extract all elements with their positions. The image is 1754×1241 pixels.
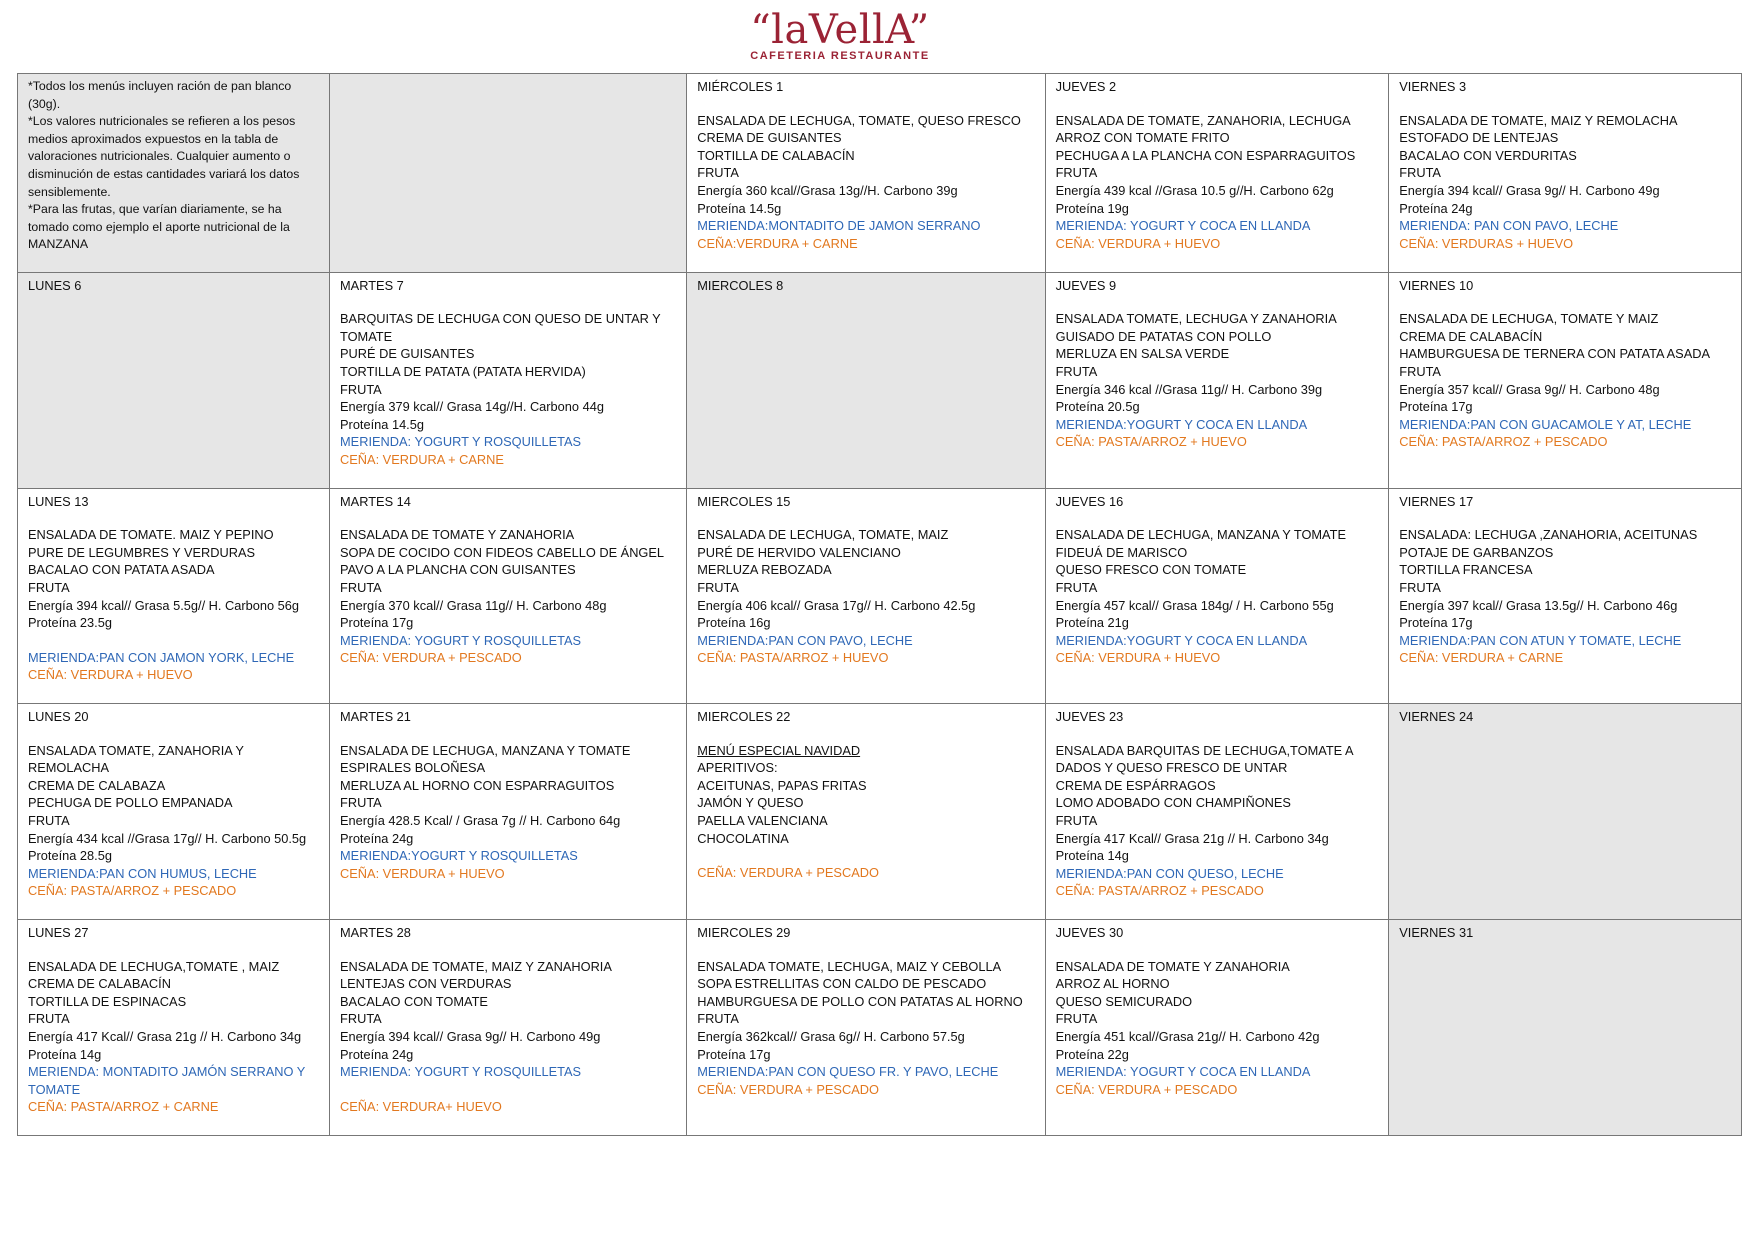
merienda-text: MERIENDA:MONTADITO DE JAMON SERRANO: [697, 218, 981, 234]
day-label: LUNES 20: [28, 708, 89, 724]
day-label: LUNES 6: [28, 277, 82, 293]
menu-item: PECHUGA DE POLLO EMPANADA: [28, 795, 233, 811]
menu-item: ENSALADA DE LECHUGA, MANZANA Y TOMATE: [340, 742, 631, 758]
menu-item: ENSALADA DE TOMATE. MAIZ Y PEPINO: [28, 527, 274, 543]
menu-item: Proteína 24g: [340, 830, 414, 846]
cena-text: CEÑA: PASTA/ARROZ + CARNE: [28, 1099, 219, 1115]
menu-item: PECHUGA A LA PLANCHA CON ESPARRAGUITOS: [1055, 147, 1356, 163]
week-row: [18, 272, 1742, 488]
menu-item: Energía 357 kcal// Grasa 9g// H. Carbono 48g: [1399, 381, 1660, 397]
menu-item: Energía 394 kcal// Grasa 9g// H. Carbono 49g: [340, 1028, 601, 1044]
menu-item: Proteína 23.5g: [28, 615, 112, 631]
day-cell: [330, 919, 687, 1135]
menu-item: PAELLA VALENCIANA: [697, 812, 828, 828]
note-text: *Todos los menús incluyen ración de pan blanco (30g).: [28, 79, 292, 111]
menu-item: Energía 397 kcal// Grasa 13.5g// H. Carbono 46g: [1399, 597, 1678, 613]
merienda-text: MERIENDA:PAN CON ATUN Y TOMATE, LECHE: [1399, 632, 1682, 648]
menu-item: Energía 451 kcal//Grasa 21g// H. Carbono 42g: [1055, 1028, 1320, 1044]
menu-item: Proteína 20.5g: [1055, 399, 1140, 415]
merienda-text: MERIENDA: YOGURT Y COCA EN LLANDA: [1055, 218, 1311, 234]
menu-item: PURE DE LEGUMBRES Y VERDURAS: [28, 544, 256, 560]
menu-item: Proteína 14.5g: [697, 200, 782, 216]
menu-item: FRUTA: [1055, 580, 1098, 595]
day-label: MARTES 14: [340, 493, 411, 509]
day-label: VIERNES 17: [1399, 493, 1474, 509]
menu-item: ENSALADA DE TOMATE Y ZANAHORIA: [1055, 958, 1290, 974]
cena-text: CEÑA: PASTA/ARROZ + HUEVO: [697, 650, 889, 666]
menu-item: ARROZ CON TOMATE FRITO: [1055, 130, 1230, 146]
menu-item: SOPA ESTRELLITAS CON CALDO DE PESCADO: [697, 976, 987, 992]
empty-cell: [330, 74, 687, 273]
cena-text: CEÑA: PASTA/ARROZ + PESCADO: [1399, 434, 1608, 450]
spacer: [697, 847, 1036, 864]
day-cell: [18, 272, 330, 488]
menu-item: ENSALADA TOMATE, ZANAHORIA Y REMOLACHA: [28, 742, 244, 776]
menu-item: Energía 417 Kcal// Grasa 21g // H. Carbono 34g: [1055, 830, 1329, 846]
menu-item: ENSALADA DE LECHUGA, TOMATE, QUESO FRESCO: [697, 112, 1021, 128]
menu-item: GUISADO DE PATATAS CON POLLO: [1055, 328, 1272, 344]
day-cell: [1389, 919, 1742, 1135]
menu-item: FRUTA: [1399, 364, 1441, 379]
menu-item: TORTILLA FRANCESA: [1399, 562, 1533, 578]
day-label: JUEVES 23: [1055, 708, 1124, 724]
merienda-text: MERIENDA: YOGURT Y COCA EN LLANDA: [1055, 1064, 1311, 1080]
menu-item: CREMA DE GUISANTES: [697, 130, 842, 146]
menu-item: Energía 457 kcal// Grasa 184g/ / H. Carbono 55g: [1055, 597, 1334, 613]
menu-item: HAMBURGUESA DE TERNERA CON PATATA ASADA: [1399, 346, 1711, 362]
cena-text: CEÑA: VERDURA+ HUEVO: [340, 1098, 502, 1114]
day-label: JUEVES 9: [1055, 277, 1117, 293]
menu-item: FRUTA: [697, 165, 739, 181]
cena-text: CEÑA: PASTA/ARROZ + PESCADO: [28, 883, 237, 899]
menu-item: Proteína 14g: [1055, 848, 1129, 864]
cena-text: CEÑA: VERDURA + PESCADO: [697, 1081, 879, 1097]
menu-item: Energía 370 kcal// Grasa 11g// H. Carbono 48g: [340, 597, 607, 613]
day-cell: [687, 488, 1045, 703]
special-menu-title: MENÚ ESPECIAL NAVIDAD: [697, 742, 861, 758]
day-cell: [1389, 488, 1742, 703]
menu-item: ENSALADA TOMATE, LECHUGA, MAIZ Y CEBOLLA: [697, 958, 1002, 974]
week-row: [18, 488, 1742, 703]
menu-item: Energía 394 kcal// Grasa 5.5g// H. Carbono 56g: [28, 597, 300, 613]
merienda-text: MERIENDA: YOGURT Y ROSQUILLETAS: [340, 1064, 582, 1080]
day-cell: [1045, 703, 1389, 919]
menu-item: LENTEJAS CON VERDURAS: [340, 976, 512, 992]
cena-text: CEÑA: PASTA/ARROZ + PESCADO: [1055, 883, 1264, 899]
menu-item: BARQUITAS DE LECHUGA CON QUESO DE UNTAR Y TOMATE: [340, 311, 661, 344]
menu-item: APERITIVOS:: [697, 760, 778, 776]
day-cell: [18, 488, 330, 703]
menu-item: BACALAO CON TOMATE: [340, 993, 488, 1009]
menu-item: Proteína 16g: [697, 615, 771, 631]
menu-item: QUESO SEMICURADO: [1055, 993, 1193, 1009]
menu-item: FRUTA: [1055, 364, 1098, 379]
menu-item: BACALAO CON VERDURITAS: [1399, 147, 1577, 163]
menu-item: Proteína 19g: [1055, 200, 1129, 216]
menu-item: ENSALADA DE LECHUGA,TOMATE , MAIZ: [28, 958, 280, 974]
menu-item: ESPIRALES BOLOÑESA: [340, 760, 486, 776]
menu-item: PURÉ DE GUISANTES: [340, 346, 475, 362]
menu-item: POTAJE DE GARBANZOS: [1399, 544, 1554, 560]
menu-item: Energía 379 kcal// Grasa 14g//H. Carbono 44g: [340, 399, 604, 415]
note-text: *Los valores nutricionales se refieren a los pesos medios aproximados expuestos en la tabla de valoraciones nutricionales. Cualquier aumento o disminución de estas cantidades variará los datos sensiblemente.: [28, 114, 300, 199]
menu-item: FRUTA: [1399, 580, 1441, 595]
merienda-text: MERIENDA: YOGURT Y ROSQUILLETAS: [340, 632, 582, 648]
menu-item: FRUTA: [1055, 165, 1098, 181]
cena-text: CEÑA: VERDURA + HUEVO: [1055, 235, 1221, 251]
menu-item: ARROZ AL HORNO: [1055, 976, 1170, 992]
menu-item: ENSALADA DE TOMATE, ZANAHORIA, LECHUGA: [1055, 112, 1351, 128]
menu-item: CHOCOLATINA: [697, 830, 789, 846]
menu-item: TORTILLA DE CALABACÍN: [697, 147, 855, 163]
cena-text: CEÑA: VERDURA + HUEVO: [340, 865, 505, 881]
menu-item: TORTILLA DE ESPINACAS: [28, 993, 187, 1009]
menu-item: Proteína 28.5g: [28, 848, 112, 864]
menu-item: Proteína 14.5g: [340, 416, 424, 432]
day-label: JUEVES 30: [1055, 924, 1124, 940]
menu-item: FRUTA: [1055, 1011, 1098, 1027]
menu-item: ENSALADA DE LECHUGA, MANZANA Y TOMATE: [1055, 527, 1346, 543]
menu-item: Energía 362kcal// Grasa 6g// H. Carbono 57.5g: [697, 1028, 965, 1044]
day-cell: [1045, 272, 1389, 488]
menu-item: Proteína 14g: [28, 1046, 102, 1062]
cena-text: CEÑA: VERDURAS + HUEVO: [1399, 235, 1574, 251]
menu-item: ENSALADA DE TOMATE, MAIZ Y ZANAHORIA: [340, 958, 612, 974]
menu-item: ESTOFADO DE LENTEJAS: [1399, 130, 1559, 146]
brand-name: “laVellA”: [750, 7, 930, 53]
day-label: VIERNES 31: [1399, 924, 1474, 940]
menu-item: CREMA DE CALABACÍN: [28, 976, 171, 992]
menu-item: MERLUZA REBOZADA: [697, 562, 832, 578]
cena-text: CEÑA: VERDURA + HUEVO: [28, 667, 193, 683]
menu-item: ENSALADA DE TOMATE, MAIZ Y REMOLACHA: [1399, 112, 1678, 128]
day-cell: [1389, 272, 1742, 488]
note-text: *Para las frutas, que varían diariamente, se ha tomado como ejemplo el aporte nutricional de la MANZANA: [28, 202, 290, 252]
menu-item: FRUTA: [28, 580, 70, 595]
menu-item: QUESO FRESCO CON TOMATE: [1055, 562, 1247, 578]
day-cell: [1045, 488, 1389, 703]
menu-item: MERLUZA AL HORNO CON ESPARRAGUITOS: [340, 777, 615, 793]
menu-item: ENSALADA BARQUITAS DE LECHUGA,TOMATE A DADOS Y QUESO FRESCO DE UNTAR: [1055, 742, 1353, 776]
menu-item: FRUTA: [1399, 165, 1441, 181]
menu-item: Energía 417 Kcal// Grasa 21g // H. Carbono 34g: [28, 1028, 302, 1044]
day-cell: [330, 488, 687, 703]
merienda-text: MERIENDA:PAN CON HUMUS, LECHE: [28, 865, 257, 881]
day-cell: [330, 272, 687, 488]
menu-item: Proteína 24g: [1399, 200, 1473, 216]
brand-logo: [690, 8, 990, 70]
menu-item: BACALAO CON PATATA ASADA: [28, 562, 215, 578]
cena-text: CEÑA: VERDURA + CARNE: [1399, 650, 1564, 666]
menu-item: CREMA DE CALABACÍN: [1399, 328, 1543, 344]
menu-item: FRUTA: [1055, 812, 1098, 828]
day-label: MIÉRCOLES 1: [697, 79, 784, 94]
menu-item: ENSALADA DE LECHUGA, TOMATE Y MAIZ: [1399, 311, 1659, 327]
menu-item: SOPA DE COCIDO CON FIDEOS CABELLO DE ÁNGEL: [340, 544, 665, 560]
menu-item: MERLUZA EN SALSA VERDE: [1055, 346, 1230, 362]
merienda-text: MERIENDA:PAN CON GUACAMOLE Y AT, LECHE: [1399, 416, 1692, 432]
menu-item: JAMÓN Y QUESO: [697, 795, 804, 811]
day-cell: [1045, 919, 1389, 1135]
day-cell: [1045, 74, 1389, 273]
merienda-text: MERIENDA:PAN CON PAVO, LECHE: [697, 632, 913, 648]
day-label: LUNES 27: [28, 924, 89, 940]
menu-item: Proteína 17g: [697, 1046, 771, 1062]
day-cell: [687, 919, 1045, 1135]
menu-item: Proteína 17g: [340, 615, 414, 631]
menu-item: FRUTA: [28, 1011, 70, 1027]
day-cell: [330, 703, 687, 919]
menu-item: Energía 394 kcal// Grasa 9g// H. Carbono 49g: [1399, 182, 1660, 198]
day-label: MIERCOLES 29: [697, 924, 791, 940]
menu-item: FRUTA: [28, 812, 70, 828]
day-label: MARTES 7: [340, 277, 404, 293]
day-cell: [1389, 703, 1742, 919]
day-label: MIERCOLES 8: [697, 277, 784, 293]
menu-item: Energía 434 kcal //Grasa 17g// H. Carbono 50.5g: [28, 830, 307, 846]
menu-item: CREMA DE CALABAZA: [28, 777, 166, 793]
menu-item: HAMBURGUESA DE POLLO CON PATATAS AL HORNO: [697, 993, 1023, 1009]
menu-item: ENSALADA DE TOMATE Y ZANAHORIA: [340, 527, 575, 543]
day-label: JUEVES 2: [1055, 79, 1117, 94]
day-cell: [18, 919, 330, 1135]
merienda-text: MERIENDA:YOGURT Y ROSQUILLETAS: [340, 848, 578, 864]
menu-item: ACEITUNAS, PAPAS FRITAS: [697, 777, 867, 793]
merienda-text: MERIENDA:YOGURT Y COCA EN LLANDA: [1055, 632, 1308, 648]
spacer: [28, 632, 321, 649]
week-row: [18, 703, 1742, 919]
menu-item: FRUTA: [697, 580, 739, 595]
day-label: VIERNES 3: [1399, 79, 1467, 94]
merienda-text: MERIENDA:YOGURT Y COCA EN LLANDA: [1055, 416, 1308, 432]
day-label: MARTES 28: [340, 924, 411, 940]
cena-text: CEÑA:VERDURA + CARNE: [697, 235, 858, 251]
day-cell: [687, 272, 1045, 488]
merienda-text: MERIENDA: YOGURT Y ROSQUILLETAS: [340, 434, 582, 450]
day-label: VIERNES 24: [1399, 708, 1474, 724]
merienda-text: MERIENDA:PAN CON JAMON YORK, LECHE: [28, 649, 295, 665]
day-label: JUEVES 16: [1055, 493, 1124, 509]
day-cell: [18, 703, 330, 919]
menu-item: Energía 360 kcal//Grasa 13g//H. Carbono 39g: [697, 182, 958, 198]
menu-item: FRUTA: [697, 1011, 739, 1027]
cena-text: CEÑA: VERDURA + CARNE: [340, 451, 504, 467]
cena-text: CEÑA: VERDURA + HUEVO: [1055, 650, 1221, 666]
menu-item: Proteína 22g: [1055, 1046, 1129, 1062]
menu-item: Proteína 24g: [340, 1046, 414, 1062]
menu-item: CREMA DE ESPÁRRAGOS: [1055, 777, 1216, 793]
merienda-text: MERIENDA:PAN CON QUESO FR. Y PAVO, LECHE: [697, 1064, 999, 1080]
menu-item: Proteína 17g: [1399, 615, 1473, 631]
menu-item: Energía 439 kcal //Grasa 10.5 g//H. Carbono 62g: [1055, 182, 1334, 198]
day-cell: [687, 74, 1045, 273]
menu-item: PURÉ DE HERVIDO VALENCIANO: [697, 544, 901, 560]
week-row: [18, 919, 1742, 1135]
merienda-text: MERIENDA:PAN CON QUESO, LECHE: [1055, 865, 1284, 881]
menu-item: Energía 346 kcal //Grasa 11g// H. Carbono 39g: [1055, 381, 1323, 397]
day-label: MARTES 21: [340, 708, 411, 724]
week-row: [18, 74, 1742, 273]
menu-item: FRUTA: [340, 580, 382, 595]
menu-item: ENSALADA TOMATE, LECHUGA Y ZANAHORIA: [1055, 311, 1337, 327]
day-label: MIERCOLES 22: [697, 708, 791, 724]
menu-item: FIDEUÁ DE MARISCO: [1055, 544, 1188, 560]
day-cell: [1389, 74, 1742, 273]
day-cell: [687, 703, 1045, 919]
spacer: [340, 1081, 678, 1098]
menu-item: PAVO A LA PLANCHA CON GUISANTES: [340, 562, 576, 578]
menu-item: Proteína 17g: [1399, 399, 1473, 415]
menu-item: ENSALADA: LECHUGA ,ZANAHORIA, ACEITUNAS: [1399, 527, 1698, 543]
menu-item: Proteína 21g: [1055, 615, 1129, 631]
cena-text: CEÑA: VERDURA + PESCADO: [340, 650, 522, 666]
day-label: MIERCOLES 15: [697, 493, 791, 509]
cena-text: CEÑA: VERDURA + PESCADO: [1055, 1081, 1238, 1097]
menu-item: TORTILLA DE PATATA (PATATA HERVIDA): [340, 364, 586, 379]
menu-item: ENSALADA DE LECHUGA, TOMATE, MAIZ: [697, 527, 949, 543]
day-label: VIERNES 10: [1399, 277, 1474, 293]
brand-subtitle: CAFETERIA RESTAURANTE: [750, 50, 930, 62]
menu-item: Energía 406 kcal// Grasa 17g// H. Carbono 42.5g: [697, 597, 976, 613]
notes-cell: [18, 74, 330, 273]
menu-item: FRUTA: [340, 1011, 382, 1027]
menu-item: Energía 428.5 Kcal/ / Grasa 7g // H. Carbono 64g: [340, 812, 621, 828]
menu-item: LOMO ADOBADO CON CHAMPIÑONES: [1055, 795, 1291, 811]
merienda-text: MERIENDA: MONTADITO JAMÓN SERRANO Y TOMATE: [28, 1064, 306, 1097]
menu-calendar-table: [17, 73, 1742, 1136]
day-label: LUNES 13: [28, 493, 89, 509]
cena-text: CEÑA: PASTA/ARROZ + HUEVO: [1055, 434, 1247, 450]
merienda-text: MERIENDA: PAN CON PAVO, LECHE: [1399, 218, 1619, 234]
cena-text: CEÑA: VERDURA + PESCADO: [697, 865, 879, 881]
menu-item: FRUTA: [340, 795, 382, 811]
menu-item: FRUTA: [340, 381, 382, 397]
